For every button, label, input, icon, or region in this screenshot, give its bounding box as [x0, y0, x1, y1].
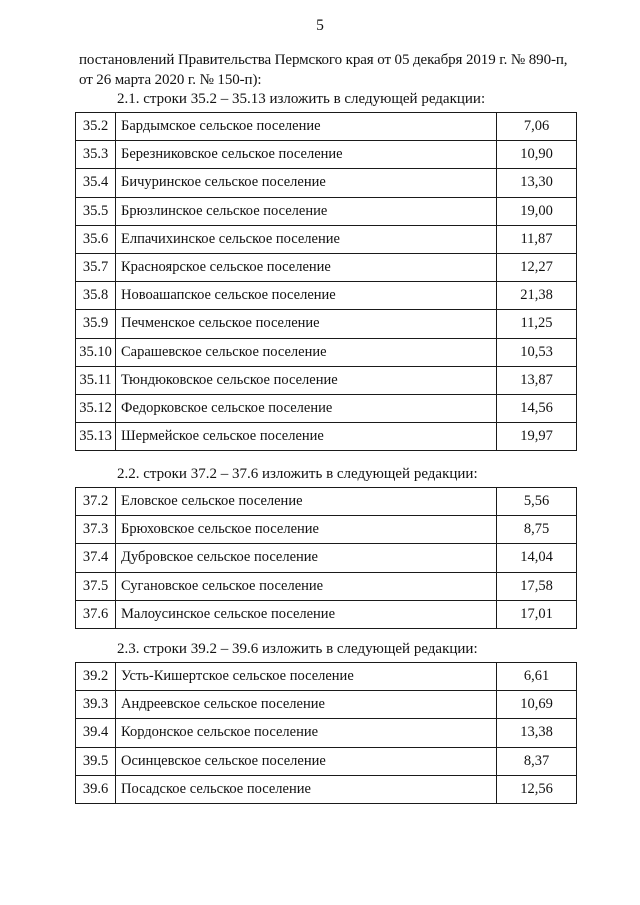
table-row	[76, 488, 577, 516]
settlement-name-cell: Березниковское сельское поселение	[116, 141, 497, 169]
row-number-cell: 37.3	[76, 516, 116, 544]
value-cell: 12,56	[497, 775, 577, 803]
row-number-cell: 37.2	[76, 488, 116, 516]
row-number-cell: 35.3	[76, 141, 116, 169]
value-cell: 8,37	[497, 747, 577, 775]
value-cell: 17,58	[497, 572, 577, 600]
settlement-name-cell: Бичуринское сельское поселение	[116, 169, 497, 197]
row-number-cell: 37.5	[76, 572, 116, 600]
settlements-table-35	[75, 112, 577, 451]
table-row	[76, 663, 577, 691]
settlement-name-cell: Печменское сельское поселение	[116, 310, 497, 338]
value-cell: 19,97	[497, 423, 577, 451]
table-row	[76, 366, 577, 394]
row-number-cell: 39.5	[76, 747, 116, 775]
section-heading-2-2: 2.2. строки 37.2 – 37.6 изложить в следующей редакции:	[117, 466, 478, 482]
table-row	[76, 775, 577, 803]
row-number-cell: 35.8	[76, 282, 116, 310]
table-row	[76, 747, 577, 775]
row-number-cell: 35.7	[76, 253, 116, 281]
value-cell: 14,56	[497, 394, 577, 422]
table-row	[76, 394, 577, 422]
settlement-name-cell: Тюндюковское сельское поселение	[116, 366, 497, 394]
table-row	[76, 572, 577, 600]
settlement-name-cell: Новоашапское сельское поселение	[116, 282, 497, 310]
settlement-name-cell: Брюзлинское сельское поселение	[116, 197, 497, 225]
table-row	[76, 338, 577, 366]
row-number-cell: 35.11	[76, 366, 116, 394]
settlement-name-cell: Малоусинское сельское поселение	[116, 600, 497, 628]
value-cell: 6,61	[497, 663, 577, 691]
settlement-name-cell: Шермейское сельское поселение	[116, 423, 497, 451]
row-number-cell: 37.6	[76, 600, 116, 628]
table-row	[76, 310, 577, 338]
table-row	[76, 719, 577, 747]
table-row	[76, 691, 577, 719]
table-row	[76, 516, 577, 544]
row-number-cell: 39.4	[76, 719, 116, 747]
value-cell: 14,04	[497, 544, 577, 572]
settlement-name-cell: Усть-Кишертское сельское поселение	[116, 663, 497, 691]
table-row	[76, 113, 577, 141]
value-cell: 13,30	[497, 169, 577, 197]
section-heading-2-3: 2.3. строки 39.2 – 39.6 изложить в следующей редакции:	[117, 641, 478, 657]
table-row	[76, 225, 577, 253]
value-cell: 13,38	[497, 719, 577, 747]
row-number-cell: 35.5	[76, 197, 116, 225]
page-number: 5	[316, 17, 324, 34]
table-row	[76, 197, 577, 225]
value-cell: 8,75	[497, 516, 577, 544]
row-number-cell: 35.9	[76, 310, 116, 338]
settlement-name-cell: Еловское сельское поселение	[116, 488, 497, 516]
value-cell: 10,90	[497, 141, 577, 169]
settlements-table-37	[75, 487, 577, 629]
settlement-name-cell: Сарашевское сельское поселение	[116, 338, 497, 366]
settlement-name-cell: Посадское сельское поселение	[116, 775, 497, 803]
table-row	[76, 253, 577, 281]
settlement-name-cell: Бардымское сельское поселение	[116, 113, 497, 141]
section-heading-2-1: 2.1. строки 35.2 – 35.13 изложить в следующей редакции:	[117, 91, 486, 107]
row-number-cell: 35.10	[76, 338, 116, 366]
settlement-name-cell: Дубровское сельское поселение	[116, 544, 497, 572]
table-row	[76, 141, 577, 169]
value-cell: 7,06	[497, 113, 577, 141]
intro-line-2: от 26 марта 2020 г. № 150-п):	[79, 72, 262, 88]
settlement-name-cell: Андреевское сельское поселение	[116, 691, 497, 719]
settlements-table-39	[75, 662, 577, 804]
value-cell: 11,87	[497, 225, 577, 253]
settlement-name-cell: Кордонское сельское поселение	[116, 719, 497, 747]
settlement-name-cell: Брюховское сельское поселение	[116, 516, 497, 544]
settlement-name-cell: Сугановское сельское поселение	[116, 572, 497, 600]
settlement-name-cell: Федорковское сельское поселение	[116, 394, 497, 422]
value-cell: 13,87	[497, 366, 577, 394]
table-row	[76, 282, 577, 310]
settlement-name-cell: Елпачихинское сельское поселение	[116, 225, 497, 253]
table-row	[76, 423, 577, 451]
value-cell: 21,38	[497, 282, 577, 310]
row-number-cell: 39.3	[76, 691, 116, 719]
value-cell: 10,69	[497, 691, 577, 719]
row-number-cell: 39.2	[76, 663, 116, 691]
row-number-cell: 35.13	[76, 423, 116, 451]
table-row	[76, 169, 577, 197]
value-cell: 17,01	[497, 600, 577, 628]
row-number-cell: 35.2	[76, 113, 116, 141]
settlement-name-cell: Осинцевское сельское поселение	[116, 747, 497, 775]
table-row	[76, 600, 577, 628]
row-number-cell: 35.4	[76, 169, 116, 197]
row-number-cell: 35.12	[76, 394, 116, 422]
value-cell: 12,27	[497, 253, 577, 281]
intro-line-1: постановлений Правительства Пермского края от 05 декабря 2019 г. № 890-п,	[79, 52, 568, 68]
settlement-name-cell: Красноярское сельское поселение	[116, 253, 497, 281]
table-row	[76, 544, 577, 572]
value-cell: 5,56	[497, 488, 577, 516]
value-cell: 11,25	[497, 310, 577, 338]
row-number-cell: 39.6	[76, 775, 116, 803]
value-cell: 19,00	[497, 197, 577, 225]
value-cell: 10,53	[497, 338, 577, 366]
row-number-cell: 35.6	[76, 225, 116, 253]
row-number-cell: 37.4	[76, 544, 116, 572]
